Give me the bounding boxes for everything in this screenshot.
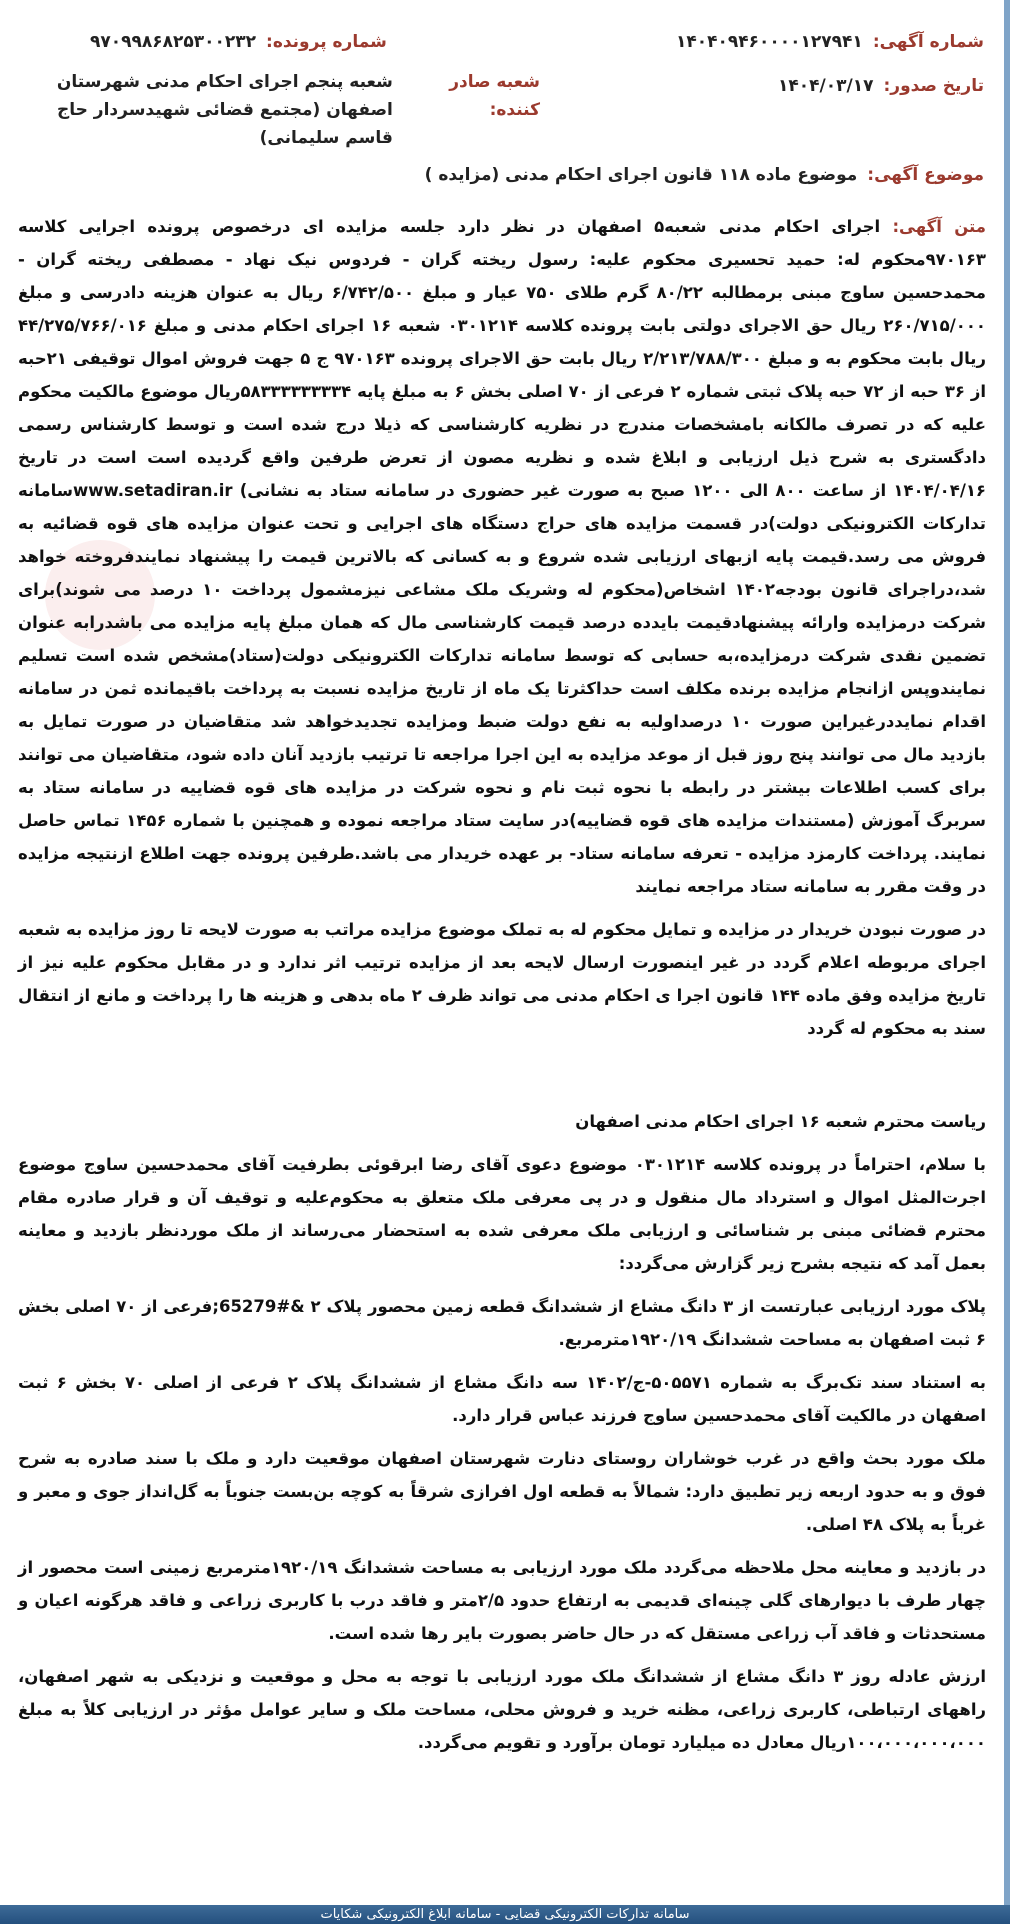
report-paragraph-2: پلاک مورد ارزیابی عبارتست از ۳ دانگ مشاع از ششدانگ قطعه زمین محصور پلاک ۲ &#65279;فرعی از ۷۰ اصلی بخش ۶ ثبت اصفهان به مساحت ششدانگ ۱۹۲۰/۱۹مترمربع. xyxy=(18,1297,986,1349)
issuing-branch: شعبه صادر کننده: شعبه پنجم اجرای احکام مدنی شهرستان اصفهان (مجتمع قضائی شهیدسردار حاج قاسم سلیمانی) xyxy=(56,72,540,148)
report-paragraph-4: ملک مورد بحث واقع در غرب خوشاران روستای دنارت شهرستان اصفهان موقعیت دارد و ملک با سند صادره به شرح فوق و به حدود اربعه زیر تطبیق دارد: شمالاً به قطعه اول افرازی شرقاً به کوچه بن‌بست جنوباً به گل‌انداز جوی و معبر و غرباً به پلاک ۴۸ اصلی. xyxy=(18,1449,986,1534)
notice-header xyxy=(20,20,984,152)
expert-report xyxy=(18,1105,986,1759)
body-paragraph-2: در صورت نبودن خریدار در مزایده و تمایل محکوم له به تملک موضوع مزایده مراتب به صورت لایحه تا روز مزایده به شعبه اجرای مربوطه اعلام گردد در غیر اینصورت ارسال لایحه بعد از مزایده ترتیب اثر ندارد و در مقابل محکوم علیه نیز از تاریخ مزایده وفق ماده ۱۴۴ قانون اجرا ی احکام مدنی می تواند ظرف ۲ ماه بدهی و هزینه ها را پرداخت و مانع از انتقال سند به محکوم له گردد xyxy=(18,920,986,1038)
report-paragraph-6: ارزش عادله روز ۳ دانگ مشاع از ششدانگ ملک مورد ارزیابی با توجه به محل و موقعیت و نزدیکی به شهر اصفهان، راههای ارتباطی، کاربری زراعی، مظنه خرید و فروش محلی، مساحت ملک و سایر عوامل مؤثر در ارزیابی کلاً به مبلغ ۱۰۰،۰۰۰،۰۰۰،۰۰۰ریال معادل ده میلیارد تومان برآورد و تقویم می‌گردد. xyxy=(18,1667,987,1752)
notice-body xyxy=(18,210,986,1759)
body-paragraph-1: متن آگهی: اجرای احکام مدنی شعبه۵ اصفهان در نظر دارد جلسه مزایده ای درخصوص پرونده اجرایی کلاسه ۹۷۰۱۶۳محکوم له: حمید تحسیری محکوم علیه: رسول ریخته گران - فردوس نیک نهاد - مصطفی ریخته گران - محمدحسین ساوج مبنی برمطالبه ۸۰/۲۲ گرم طلای ۷۵۰ عیار و مبلغ ۶/۷۴۲/۵۰۰ ریال به عنوان هزینه دادرسی و مبلغ ۲۶۰/۷۱۵/۰۰۰ ریال حق الاجرای دولتی بابت پرونده کلاسه ۰۳۰۱۲۱۴ شعبه ۱۶ اجرای احکام مدنی و مبلغ ۴۴/۲۷۵/۷۶۶/۰۱۶ ریال بابت محکوم به و مبلغ ۲/۲۱۳/۷۸۸/۳۰۰ ریال بابت حق الاجرای پرونده ۹۷۰۱۶۳ ج ۵ جهت فروش اموال توقیفی ۲۱حبه از ۳۶ حبه از ۷۲ حبه پلاک ثبتی شماره ۲ فرعی از ۷۰ اصلی بخش ۶ به مبلغ پایه ۵۸۳۳۳۳۳۳۳۳۴ریال موضوع مالکیت محکوم علیه که در تصرف مالکانه بامشخصات مندرج در نظریه کارشناسی که ذیلا درج شده است و توسط کارشناس رسمی دادگستری به شرح ذیل ارزیابی و ابلاغ شده و نظریه مصون از تعرض طرفین واقع گردیده است است در تاریخ ۱۴۰۴/۰۴/۱۶ از ساعت ۸۰۰ الی ۱۲۰۰ صبح به صورت غیر حضوری در سامانه ستاد به نشانی) www.setadiran.irسامانه تدارکات الکترونیکی دولت)در قسمت مزایده های حراج دستگاه های اجرایی و تحت عنوان مزایده های قوه قضائیه به فروش می رسد.قیمت پایه ازبهای ارزیابی شده شروع و به کسانی که بالاترین قیمت را پیشنهاد نمایندفروخته خواهد شد،دراجرای قانون بودجه۱۴۰۲ اشخاص(محکوم له وشریک ملک مشاعی نیزمشمول پرداخت ۱۰ درصد می شوند)برای شرکت درمزایده وارائه پیشنهادقیمت بایدده درصد قیمت کارشناسی مال که همان مبلغ پایه مزایده می باشدرابه عنوان تضمین نقدی شرکت درمزایده،به حسابی که توسط سامانه تدارکات الکترونیکی دولت(ستاد)مشخص شده است تسلیم نمایندوپس ازانجام مزایده برنده مکلف است حداکثرتا یک ماه از تاریخ مزایده نسبت به پرداخت باقیمانده ثمن در سامانه اقدام نمایددرغیراین صورت ۱۰ درصداولیه به نفع دولت ضبط ومزایده تجدیدخواهد شد متقاضیان در صورت تمایل به بازدید مال می توانند پنج روز قبل از موعد مزایده به این اجرا مراجعه تا ترتیب بازدید آنان داده شود، متقاضیان می توانند برای کسب اطلاعات بیشتر در رابطه با نحوه ثبت نام و نحوه شرکت در مزایده های قوه قضاییه در سامانه ستاد به سربرگ آموزش (مستندات مزایده های قوه قضاییه)در سایت ستاد مراجعه نموده و همچنین با شماره ۱۴۵۶ تماس حاصل نمایند. پرداخت کارمزد مزایده - تعرفه سامانه ستاد- بر عهده خریدار می باشد.طرفین پرونده جهت اطلاع ازنتیجه مزایده در وقت مقرر به سامانه ستاد مراجعه نمایند xyxy=(18,217,987,896)
notice-number: شماره آگهی: ۱۴۰۴۰۹۴۶۰۰۰۰۱۲۷۹۴۱ xyxy=(676,32,984,52)
footer-bar xyxy=(0,1905,1010,1924)
report-title: ریاست محترم شعبه ۱۶ اجرای احکام مدنی اصفهان xyxy=(575,1112,986,1131)
notice-subject: موضوع آگهی: موضوع ماده ۱۱۸ قانون اجرای احکام مدنی (مزایده ) xyxy=(424,165,984,185)
report-paragraph-5: در بازدید و معاینه محل ملاحظه می‌گردد ملک مورد ارزیابی به مساحت ششدانگ ۱۹۲۰/۱۹مترمربع زمینی است محصور از چهار طرف با دیوارهای گلی چینه‌ای قدیمی به ارتفاع حدود ۲/۵متر و فاقد درب با کاربری زراعی و فاقد هرگونه اعیان و مستحدثات و فاقد آب زراعی مستقل که در حال حاضر بصورت بایر رها شده است. xyxy=(18,1558,986,1643)
footer-text: سامانه تدارکات الکترونیکی قضایی - سامانه ابلاغ الکترونیکی شکایات xyxy=(320,1907,690,1922)
report-paragraph-1: با سلام، احتراماً در پرونده کلاسه ۰۳۰۱۲۱۴ موضوع دعوی آقای رضا ابرقوئی بطرفیت آقای محمدحسین ساوج موضوع اجرت‌المثل اموال و استرداد مال منقول و در پی معرفی ملک متعلق به محکوم‌علیه و توقیف آن و قرار صادره مقام محترم قضائی مبنی بر شناسائی و ارزیابی ملک معرفی شده به استحضار می‌رساند از ملک موردنظر بازدید و معاینه بعمل آمد که نتیجه بشرح زیر گزارش می‌گردد: xyxy=(18,1155,987,1273)
case-number: شماره پرونده: ۹۷۰۹۹۸۶۸۲۵۳۰۰۲۳۲ xyxy=(90,32,387,52)
issue-date: تاریخ صدور: ۱۴۰۴/۰۳/۱۷ xyxy=(778,76,984,96)
report-paragraph-3: به استناد سند تک‌برگ به شماره ۵۰۵۵۷۱-ج/۱۴۰۲ سه دانگ مشاع از ششدانگ پلاک ۲ فرعی از اصلی ۷۰ بخش ۶ ثبت اصفهان در مالکیت آقای محمدحسین ساوج فرزند عباس قرار دارد. xyxy=(18,1373,986,1425)
